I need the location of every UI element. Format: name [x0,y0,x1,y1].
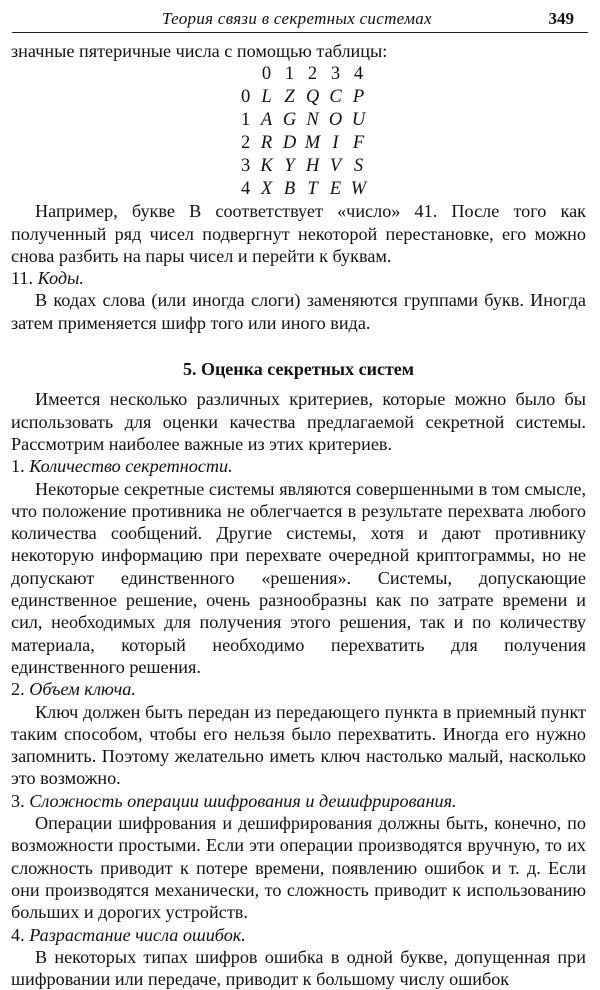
table-cell: F [352,132,365,153]
table-cell: V [329,155,342,176]
page-body [11,40,586,990]
item-title: Сложность операции шифрования и дешифрирования. [29,790,457,811]
table-cell: M [304,132,321,153]
item-4 [11,924,586,946]
table-cell: P [352,86,365,107]
paragraph-example: Например, букве B соответствует «число» 41. После того как полученный ряд чисел подвергнут некоторой перестановке, его можно снова разбить на пары чисел и перейти к буквам. [11,201,586,266]
table-cell: H [305,155,320,176]
table-cell: U [351,109,366,130]
item-2 [11,678,586,700]
paragraph-item-2: Ключ должен быть передан из передающего пункта в приемный пункт таким способом, чтобы его нельзя было перехватить. Иногда его нужно запомнить. Поэтому желательно иметь ключ настолько малый, насколько это возможно. [11,701,586,789]
row-header: 1 [241,109,251,130]
table-cell: L [261,86,272,107]
item-number: 11. [11,268,34,289]
paragraph-item-1: Некоторые секретные системы являются совершенными в том смысле, что положение противника не облегчается в результате перехвата любого количества сообщений. Другие системы, хотя и дают противнику некоторую информацию при перехвате очередной криптограммы, но не допускают единственного «решения». Системы, допускающие единственное решение, очень разнообразны как по затрате времени и сил, необходимых для получения этого решения, так и по количеству материала, который необходимо перехватить для получения единственного решения. [11,478,586,677]
section-heading: 5. Оценка секретных систем [182,359,415,380]
paragraph-codes: В кодах слова (или иногда слоги) заменяются группами букв. Иногда затем применяется шифр того или иного вида. [11,290,586,333]
table-cell: R [260,132,273,153]
table-cell: Z [284,86,295,107]
table-cell: T [307,178,318,199]
paragraph-criteria: Имеется несколько различных критериев, которые можно было бы использовать для оценки качества предлагаемой секретной системы. Рассмотрим наиболее важные из этих критериев. [11,389,586,454]
item-number: 1. [11,456,25,477]
item-number: 3. [11,790,25,811]
column-header: 1 [284,63,295,84]
table-corner [241,62,255,85]
page-number: 349 [548,9,574,28]
table-cell: Y [284,155,295,176]
column-header: 4 [353,63,364,84]
table-cell: I [332,132,339,153]
row-header: 3 [241,155,251,176]
row-header: 4 [241,178,251,199]
column-header: 2 [307,63,318,84]
table-row [241,131,370,154]
table-cell: B [283,178,296,199]
item-title: Количество секретности. [29,456,233,477]
table-cell: G [282,109,297,130]
item-1 [11,455,586,477]
intro-line: значные пятеричные числа с помощью таблицы: [11,41,388,61]
row-header: 2 [241,132,251,153]
running-header [12,6,588,30]
header-rule [12,32,588,33]
table-cell: O [328,109,343,130]
table-row [241,177,370,200]
table-cell: X [260,178,273,199]
table-row [241,108,370,131]
item-title: Коды. [37,268,84,289]
item-title: Объем ключа. [29,679,136,700]
item-number: 4. [11,924,25,945]
table-cell: W [350,178,367,199]
item-3 [11,790,586,812]
table-cell: S [353,155,364,176]
paragraph-item-4: В некоторых типах шифров ошибка в одной букве, допущенная при шифровании или передаче, приводит к большому числу ошибок [11,946,586,990]
table-cell: E [329,178,342,199]
table-cell: K [260,155,273,176]
column-header: 3 [330,63,341,84]
table-cell: D [282,132,297,153]
table-row [241,154,370,177]
table-cell: A [260,109,273,130]
substitution-table [241,62,370,200]
paragraph-item-3: Операции шифрования и дешифрирования должны быть, конечно, по возможности простыми. Если эти операции производятся вручную, то их сложность приводит к потере времени, появлению ошибок и т. д. Если они производятся механически, то сложность приводит к использованию больших и дорогих устройств. [11,813,586,923]
running-title: Теория связи в секретных системах [162,9,432,28]
table-header-row [241,62,370,85]
row-header: 0 [241,86,251,107]
item-11 [11,267,586,289]
table-cell: N [306,109,319,130]
table-row [241,85,370,108]
column-header: 0 [261,63,272,84]
table-cell: Q [305,86,320,107]
item-number: 2. [11,679,25,700]
item-title: Разрастание числа ошибок. [29,924,246,945]
table-cell: C [329,86,342,107]
